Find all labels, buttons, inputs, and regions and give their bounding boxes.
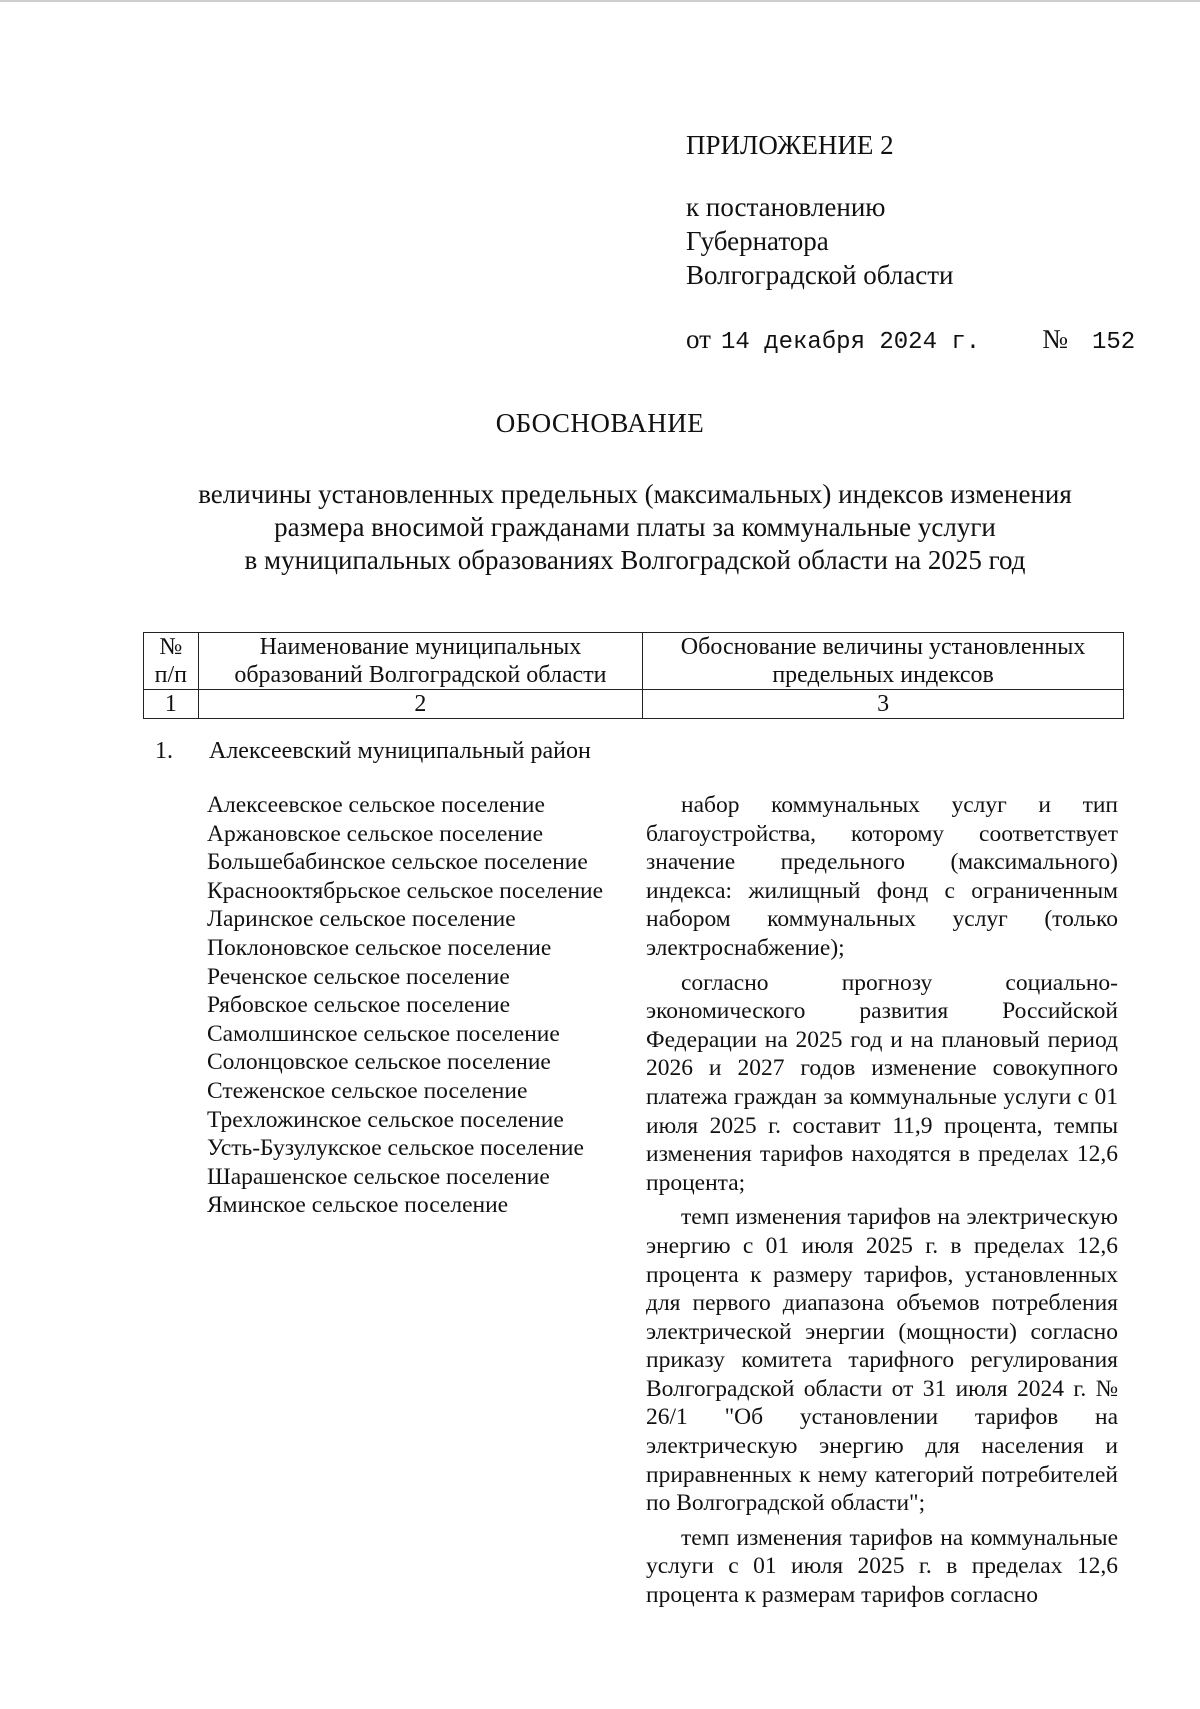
table-header <box>143 632 1124 719</box>
appendix-line-decree: к постановлению <box>686 192 886 222</box>
table-column-numbers-row <box>144 690 1124 719</box>
list-item: Шарашенское сельское поселение <box>207 1163 550 1190</box>
column-number-1: 1 <box>144 690 199 719</box>
appendix-title: ПРИЛОЖЕНИЕ 2 <box>686 130 894 160</box>
list-item: Алексеевское сельское поселение <box>207 792 545 818</box>
appendix-block <box>686 128 1135 360</box>
list-item: Аржановское сельское поселение <box>207 820 544 847</box>
document-title: ОБОСНОВАНИЕ <box>495 408 705 438</box>
decree-date: 14 декабря 2024 г. <box>720 329 981 356</box>
list-item: Солонцовское сельское поселение <box>207 1049 551 1076</box>
scan-top-edge <box>0 0 1200 2</box>
header-number-line1: № <box>159 634 183 660</box>
subtitle-line-1: величины установленных предельных (максимальных) индексов изменения <box>198 479 1072 509</box>
decree-number: 152 <box>1091 329 1136 356</box>
document-subtitle <box>90 478 1180 577</box>
justification-paragraph-3: темп изменения тарифов на электрическую энергию с 01 июля 2025 г. в пределах 12,6 процента к размеру тарифов, установленных для первого диапазона объемов потребления электрической энергии (мощности) согласно приказу комитета тарифного регулирования Волгоградской области от 31 июля 2024 г. № 26/1 "Об установлении тарифов на электрическую энергию для населения и приравненных к нему категорий потребителей по Волгоградской области"; <box>646 1204 1118 1517</box>
justification-paragraph-4: темп изменения тарифов на коммунальные услуги с 01 июля 2025 г. в пределах 12,6 процента к размерам тарифов согласно <box>646 1524 1118 1609</box>
subtitle-line-3: в муниципальных образованиях Волгоградской области на 2025 год <box>244 545 1026 575</box>
district-number: 1. <box>155 738 173 764</box>
justification-paragraph-1: набор коммунальных услуг и тип благоустройства, которому соответствует значение предельного (максимального) индекса: жилищный фонд с ограниченным набором коммунальных услуг (только электроснабжение); <box>646 792 1118 961</box>
settlement-list <box>207 791 603 1220</box>
list-item: Реченское сельское поселение <box>207 963 510 990</box>
appendix-line-region: Волгоградской области <box>686 260 954 290</box>
list-item: Самолшинское сельское поселение <box>207 1020 560 1047</box>
list-item: Большебабинское сельское поселение <box>207 849 588 876</box>
header-cell-justification <box>643 633 1124 690</box>
number-sign: № <box>1042 324 1068 354</box>
header-name-line1: Наименование муниципальных <box>259 634 582 660</box>
header-cell-number <box>144 633 199 690</box>
subtitle-line-2: размера вносимой гражданами платы за коммунальные услуги <box>274 512 996 542</box>
justification-text <box>646 791 1118 1616</box>
list-item: Поклоновское сельское поселение <box>207 934 552 961</box>
list-item: Ларинское сельское поселение <box>207 906 516 933</box>
header-cell-name <box>198 633 643 690</box>
table-header-row <box>144 633 1124 690</box>
list-item: Трехложинское сельское поселение <box>207 1106 564 1133</box>
district-name: Алексеевский муниципальный район <box>209 738 591 764</box>
date-prefix: от <box>686 324 711 354</box>
header-number-line2: п/п <box>154 662 187 688</box>
column-number-2: 2 <box>198 690 643 719</box>
appendix-date-line <box>686 322 1135 360</box>
header-justification-line1: Обоснование величины установленных <box>680 634 1086 660</box>
column-number-3: 3 <box>643 690 1124 719</box>
list-item: Стеженское сельское поселение <box>207 1077 528 1104</box>
header-justification-line2: предельных индексов <box>772 662 994 688</box>
justification-paragraph-2: согласно прогнозу социально-экономического развития Российской Федерации на 2025 год и на плановый период 2026 и 2027 годов изменение совокупного платежа граждан за коммунальные услуги с 01 июля 2025 г. составит 11,9 процента, темпы изменения тарифов находятся в пределах 12,6 процента; <box>646 969 1118 1196</box>
list-item: Усть-Бузулукское сельское поселение <box>207 1135 584 1162</box>
district-row <box>155 738 591 765</box>
list-item: Рябовское сельское поселение <box>207 992 511 1019</box>
appendix-line-governor: Губернатора <box>686 226 829 256</box>
list-item: Яминское сельское поселение <box>207 1192 509 1219</box>
list-item: Краснооктябрьское сельское поселение <box>207 877 604 904</box>
header-name-line2: образований Волгоградской области <box>234 662 607 688</box>
